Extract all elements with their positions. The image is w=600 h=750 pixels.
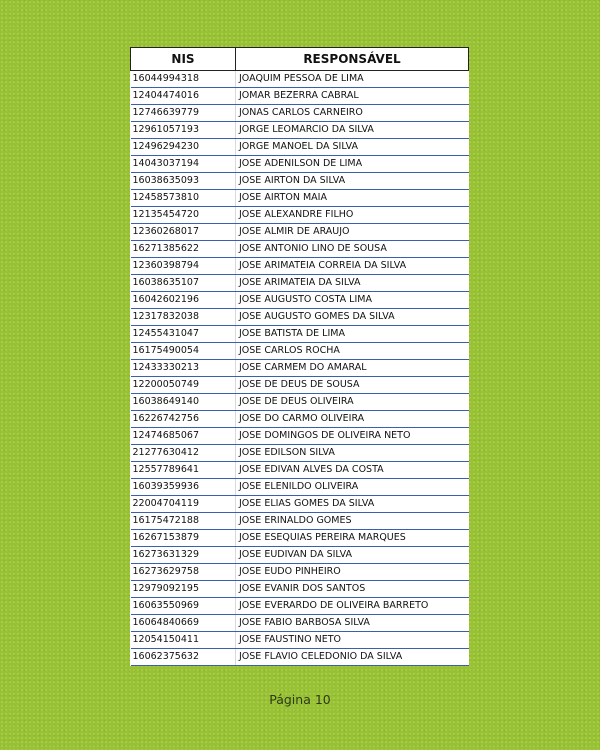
cell-responsavel: JOSE AUGUSTO GOMES DA SILVA: [236, 309, 469, 326]
cell-responsavel: JOSE FAUSTINO NETO: [236, 632, 469, 649]
table-row: [131, 224, 469, 241]
cell-responsavel: JOSE ADENILSON DE LIMA: [236, 156, 469, 173]
cell-nis: 12360398794: [131, 258, 236, 275]
cell-nis: 12200050749: [131, 377, 236, 394]
cell-responsavel: JOSE AIRTON MAIA: [236, 190, 469, 207]
table-row: [131, 275, 469, 292]
cell-responsavel: JOSE FABIO BARBOSA SILVA: [236, 615, 469, 632]
cell-responsavel: JOSE ELENILDO OLIVEIRA: [236, 479, 469, 496]
cell-responsavel: JOSE ALEXANDRE FILHO: [236, 207, 469, 224]
cell-nis: 16267153879: [131, 530, 236, 547]
cell-nis: 16273629758: [131, 564, 236, 581]
cell-responsavel: JOSE EVANIR DOS SANTOS: [236, 581, 469, 598]
cell-nis: 12746639779: [131, 105, 236, 122]
cell-nis: 16039359936: [131, 479, 236, 496]
cell-responsavel: JOSE CARLOS ROCHA: [236, 343, 469, 360]
cell-nis: 12433330213: [131, 360, 236, 377]
cell-responsavel: JOSE EUDIVAN DA SILVA: [236, 547, 469, 564]
cell-responsavel: JOSE BATISTA DE LIMA: [236, 326, 469, 343]
cell-nis: 12979092195: [131, 581, 236, 598]
table-row: [131, 71, 469, 88]
cell-responsavel: JOSE EUDO PINHEIRO: [236, 564, 469, 581]
table-row: [131, 377, 469, 394]
cell-nis: 16175490054: [131, 343, 236, 360]
table-row: [131, 496, 469, 513]
cell-responsavel: JOSE AUGUSTO COSTA LIMA: [236, 292, 469, 309]
table-row: [131, 428, 469, 445]
table-row: [131, 598, 469, 615]
table-row: [131, 581, 469, 598]
cell-responsavel: JOSE ALMIR DE ARAUJO: [236, 224, 469, 241]
cell-nis: 16064840669: [131, 615, 236, 632]
table-row: [131, 105, 469, 122]
table-row: [131, 122, 469, 139]
cell-nis: 16273631329: [131, 547, 236, 564]
cell-responsavel: JOSE ELIAS GOMES DA SILVA: [236, 496, 469, 513]
table-row: [131, 394, 469, 411]
cell-nis: 16063550969: [131, 598, 236, 615]
cell-responsavel: JOSE ESEQUIAS PEREIRA MARQUES: [236, 530, 469, 547]
cell-responsavel: JOSE ERINALDO GOMES: [236, 513, 469, 530]
cell-responsavel: JOSE ARIMATEIA DA SILVA: [236, 275, 469, 292]
cell-nis: 21277630412: [131, 445, 236, 462]
table-row: [131, 309, 469, 326]
cell-nis: 12317832038: [131, 309, 236, 326]
cell-responsavel: JOSE EVERARDO DE OLIVEIRA BARRETO: [236, 598, 469, 615]
table-row: [131, 292, 469, 309]
cell-responsavel: JOSE ARIMATEIA CORREIA DA SILVA: [236, 258, 469, 275]
table-row: [131, 241, 469, 258]
table-row: [131, 615, 469, 632]
table-row: [131, 156, 469, 173]
cell-nis: 12474685067: [131, 428, 236, 445]
table-row: [131, 462, 469, 479]
page-number: Página 10: [269, 692, 331, 707]
cell-responsavel: JORGE LEOMARCIO DA SILVA: [236, 122, 469, 139]
cell-nis: 12557789641: [131, 462, 236, 479]
cell-responsavel: JOSE DE DEUS OLIVEIRA: [236, 394, 469, 411]
table-row: [131, 343, 469, 360]
cell-responsavel: JOSE DO CARMO OLIVEIRA: [236, 411, 469, 428]
table-row: [131, 445, 469, 462]
cell-nis: 16038649140: [131, 394, 236, 411]
cell-nis: 16062375632: [131, 649, 236, 666]
beneficiary-table: [130, 47, 469, 666]
header-nis: NIS: [131, 48, 236, 71]
table-row: [131, 326, 469, 343]
table-row: [131, 632, 469, 649]
table-row: [131, 190, 469, 207]
cell-nis: 16042602196: [131, 292, 236, 309]
cell-responsavel: JOSE ANTONIO LINO DE SOUSA: [236, 241, 469, 258]
cell-nis: 16175472188: [131, 513, 236, 530]
cell-nis: 16038635093: [131, 173, 236, 190]
table-row: [131, 139, 469, 156]
table-row: [131, 360, 469, 377]
table-row: [131, 530, 469, 547]
table-row: [131, 479, 469, 496]
cell-responsavel: JONAS CARLOS CARNEIRO: [236, 105, 469, 122]
cell-responsavel: JORGE MANOEL DA SILVA: [236, 139, 469, 156]
cell-responsavel: JOMAR BEZERRA CABRAL: [236, 88, 469, 105]
cell-nis: 12961057193: [131, 122, 236, 139]
table-row: [131, 564, 469, 581]
cell-nis: 16271385622: [131, 241, 236, 258]
beneficiary-table-container: [130, 47, 469, 666]
cell-responsavel: JOSE DE DEUS DE SOUSA: [236, 377, 469, 394]
table-row: [131, 649, 469, 666]
cell-nis: 14043037194: [131, 156, 236, 173]
cell-responsavel: JOSE EDIVAN ALVES DA COSTA: [236, 462, 469, 479]
cell-responsavel: JOSE DOMINGOS DE OLIVEIRA NETO: [236, 428, 469, 445]
table-row: [131, 88, 469, 105]
table-row: [131, 547, 469, 564]
cell-responsavel: JOSE EDILSON SILVA: [236, 445, 469, 462]
cell-responsavel: JOSE FLAVIO CELEDONIO DA SILVA: [236, 649, 469, 666]
cell-nis: 12135454720: [131, 207, 236, 224]
cell-nis: 12496294230: [131, 139, 236, 156]
cell-nis: 12404474016: [131, 88, 236, 105]
cell-nis: 22004704119: [131, 496, 236, 513]
header-responsavel: RESPONSÁVEL: [236, 48, 469, 71]
table-row: [131, 513, 469, 530]
cell-responsavel: JOSE CARMEM DO AMARAL: [236, 360, 469, 377]
table-row: [131, 207, 469, 224]
cell-nis: 12054150411: [131, 632, 236, 649]
table-row: [131, 411, 469, 428]
cell-nis: 12455431047: [131, 326, 236, 343]
cell-responsavel: JOSE AIRTON DA SILVA: [236, 173, 469, 190]
cell-responsavel: JOAQUIM PESSOA DE LIMA: [236, 71, 469, 88]
cell-nis: 12360268017: [131, 224, 236, 241]
table-header-row: [131, 48, 469, 71]
cell-nis: 16044994318: [131, 71, 236, 88]
cell-nis: 12458573810: [131, 190, 236, 207]
table-row: [131, 258, 469, 275]
table-row: [131, 173, 469, 190]
cell-nis: 16038635107: [131, 275, 236, 292]
cell-nis: 16226742756: [131, 411, 236, 428]
